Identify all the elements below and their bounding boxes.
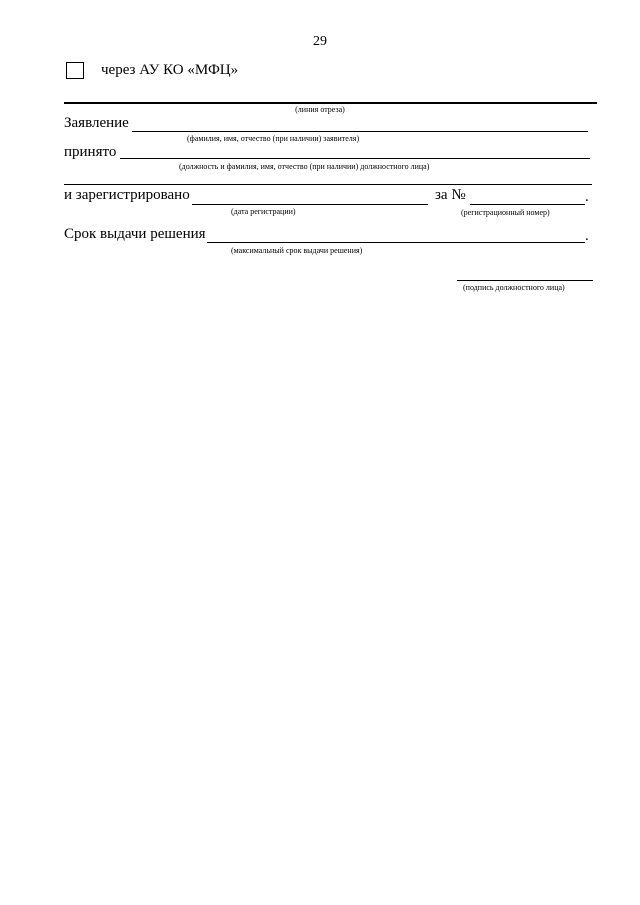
signature-caption: (подпись должностного лица) [463, 283, 565, 292]
deadline-caption: (максимальный срок выдачи решения) [231, 246, 363, 255]
deadline-label: Срок выдачи решения [64, 226, 206, 242]
registration-date-caption: (дата регистрации) [231, 207, 296, 216]
statement-field-line[interactable] [132, 131, 588, 132]
deadline-field-line[interactable] [207, 242, 585, 243]
registration-date-line[interactable] [192, 204, 428, 205]
cut-line [64, 102, 597, 104]
registration-number-caption: (регистрационный номер) [461, 208, 550, 217]
accepted-field-line[interactable] [120, 158, 590, 159]
accepted-continuation-line[interactable] [64, 184, 592, 185]
accepted-caption: (должность и фамилия, имя, отчество (при наличии) должностного лица) [179, 162, 430, 171]
accepted-label: принято [64, 144, 117, 160]
cut-line-caption: (линия отреза) [295, 105, 345, 114]
registration-period: . [585, 189, 589, 205]
statement-caption: (фамилия, имя, отчество (при наличии) заявителя) [187, 134, 360, 143]
signature-line[interactable] [457, 280, 593, 281]
statement-label: Заявление [64, 115, 129, 131]
deadline-period: . [585, 228, 589, 244]
registration-number-label: за № [435, 187, 466, 203]
registration-number-line[interactable] [470, 204, 585, 205]
mfc-checkbox-label: через АУ КО «МФЦ» [101, 62, 239, 78]
registered-label: и зарегистрировано [64, 187, 190, 203]
mfc-checkbox[interactable] [66, 62, 84, 79]
page-number: 29 [313, 34, 327, 49]
